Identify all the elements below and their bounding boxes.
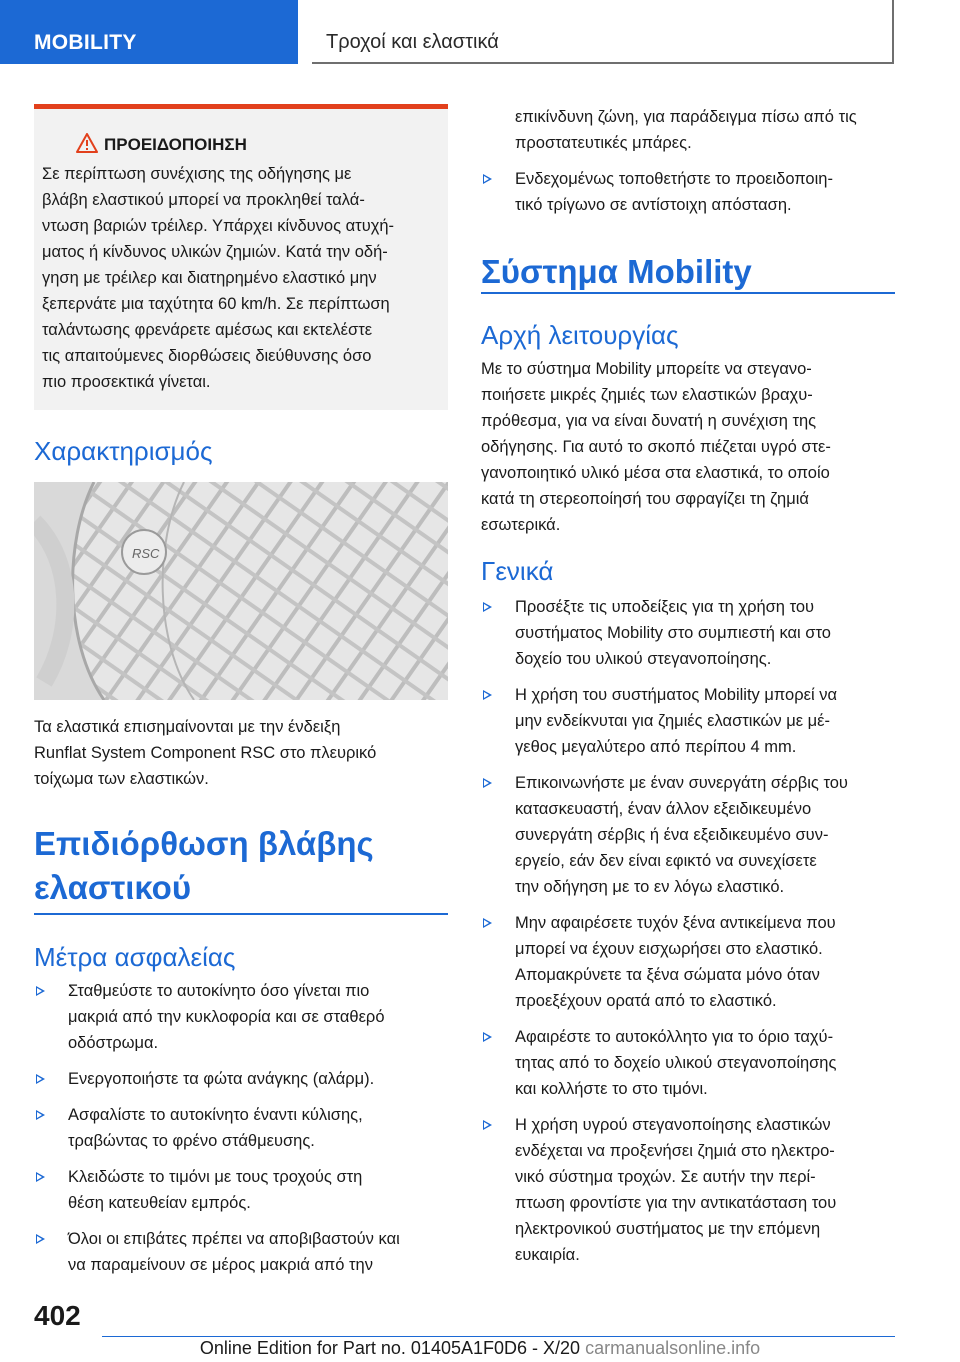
safety-list-continued: επικίνδυνη ζώνη, για παράδειγμα πίσω από τις προστατευτικές μπάρες.: [515, 108, 857, 152]
bullet-arrow-icon: [483, 1120, 492, 1130]
page-number: 402: [34, 1300, 81, 1331]
bullet-arrow-icon: [483, 778, 492, 788]
list-item: Επικοινωνήστε με έναν συνεργάτη σέρβις του κατασκευαστή, έναν άλλον εξειδικευμένο συνεργάτη σέρβις ή ένα εξειδικευμένο συν- εργείο, εάν δεν είναι εφικτό να συνεχίσετε την οδήγηση με το εν λόγω ελαστικό.: [481, 770, 895, 900]
warning-box: [34, 104, 448, 410]
list-item: Η χρήση υγρού στεγανοποίησης ελαστικών ενδέχεται να προξενήσει ζημιά στο ηλεκτρο- νικό σύστημα τροχών. Σε αυτήν την περί- πτωση φροντίστε για την αντικατάσταση του ηλεκτρονικού συστήματος με την επόμενη ευκαιρία.: [481, 1112, 895, 1268]
safety-list-right: [481, 166, 895, 228]
footer-edition: [0, 1338, 960, 1359]
heading-safety-measures: Μέτρα ασφαλείας: [34, 942, 236, 972]
warning-triangle-icon: [76, 133, 98, 153]
principle-text: Με το σύστημα Mobility μπορείτε να στεγανο- ποιήσετε μικρές ζημιές των ελαστικών βραχυ- πρόθεσμα, για να είναι δυνατή η συνέχιση της οδήγησης. Για αυτό το σκοπό πιέζεται υγρό στε- γανοποιητικό υλικό μέσα στα ελαστικά, το οποίο κατά τη στερεοποίησή του σφραγίζει τη ζημιά εσωτερικά.: [481, 360, 831, 534]
list-item: Μην αφαιρέσετε τυχόν ξένα αντικείμενα που μπορεί να έχουν εισχωρήσει στο ελαστικό. Απομακρύνετε τα ξένα σώματα μόνο όταν προεξέχουν ορατά από το ελαστικό.: [481, 910, 895, 1014]
edition-text: Online Edition for Part no. 01405A1F0D6 - X/20: [199, 1338, 581, 1358]
bullet-arrow-icon: [483, 602, 492, 612]
heading-features: Χαρακτηρισμός: [34, 436, 213, 466]
list-item: Σταθμεύστε το αυτοκίνητο όσο γίνεται πιο μακριά από την κυκλοφορία και σε σταθερό οδόστρωμα.: [34, 978, 448, 1056]
bullet-arrow-icon: [483, 690, 492, 700]
list-item: Η χρήση του συστήματος Mobility μπορεί να μην ενδείκνυται για ζημιές ελαστικών με μέ- γεθος μεγαλύτερο από περίπου 4 mm.: [481, 682, 895, 760]
bullet-arrow-icon: [36, 986, 45, 996]
list-item: Αφαιρέστε το αυτοκόλλητο για το όριο ταχύ- τητας από το δοχείο υλικού στεγανοποίησης και κολλήστε το στο τιμόνι.: [481, 1024, 895, 1102]
footer-divider: [102, 1336, 895, 1337]
rsc-marking: RSC: [132, 546, 160, 561]
bullet-arrow-icon: [483, 1032, 492, 1042]
warning-title: ΠΡΟΕΙΔΟΠΟΙΗΣΗ: [104, 135, 247, 154]
bullet-arrow-icon: [483, 174, 492, 184]
section-divider: [34, 913, 448, 915]
watermark-text[interactable]: carmanualsonline.info: [585, 1338, 761, 1358]
heading-general: Γενικά: [481, 556, 554, 586]
bullet-arrow-icon: [36, 1172, 45, 1182]
list-item: Ενδεχομένως τοποθετήστε το προειδοποιη- τικό τρίγωνο σε αντίστοιχη απόσταση.: [481, 166, 895, 218]
list-item: Όλοι οι επιβάτες πρέπει να αποβιβαστούν και να παραμείνουν σε μέρος μακριά από την: [34, 1226, 448, 1278]
safety-list: [34, 978, 448, 1288]
tire-sidewall-image: [34, 482, 448, 700]
list-item: Κλειδώστε το τιμόνι με τους τροχούς στη θέση κατευθείαν εμπρός.: [34, 1164, 448, 1216]
list-item: Προσέξτε τις υποδείξεις για τη χρήση του συστήματος Mobility στο συμπιεστή και στο δοχείο του υλικού στεγανοποίησης.: [481, 594, 895, 672]
chapter-title: Τροχοί και ελαστικά: [312, 0, 894, 64]
section-tab: MOBILITY: [0, 0, 298, 64]
list-item: Ενεργοποιήστε τα φώτα ανάγκης (αλάρμ).: [34, 1066, 448, 1092]
features-caption: Τα ελαστικά επισημαίνονται με την ένδειξη Runflat System Component RSC στο πλευρικό τοίχωμα των ελαστικών.: [34, 718, 377, 788]
bullet-arrow-icon: [36, 1234, 45, 1244]
general-list: [481, 594, 895, 1278]
tire-illustration: [34, 482, 448, 700]
heading-principle: Αρχή λειτουργίας: [481, 320, 679, 350]
heading-mobility-system: Σύστημα Mobility: [481, 253, 752, 290]
bullet-arrow-icon: [483, 918, 492, 928]
warning-text: Σε περίπτωση συνέχισης της οδήγησης με βλάβη ελαστικού μπορεί να προκληθεί ταλά- ντωση βαριών τρέιλερ. Υπάρχει κίνδυνος ατυχή- ματος ή κίνδυνος υλικών ζημιών. Κατά την οδή- γηση με τρέιλερ και διατηρημένο ελαστικό μην ξεπερνάτε μια ταχύτητα 60 km/h. Σε περίπτωση ταλάντωσης φρενάρετε αμέσως και εκτελέστε τις απαιτούμενες διορθώσεις διεύθυνσης όσο πιο προσεκτικά γίνεται.: [42, 165, 395, 391]
bullet-arrow-icon: [36, 1074, 45, 1084]
heading-tire-repair: Επιδιόρθωση βλάβης ελαστικού: [34, 825, 374, 906]
section-divider: [481, 292, 895, 294]
list-item: Ασφαλίστε το αυτοκίνητο έναντι κύλισης, τραβώντας το φρένο στάθμευσης.: [34, 1102, 448, 1154]
bullet-arrow-icon: [36, 1110, 45, 1120]
